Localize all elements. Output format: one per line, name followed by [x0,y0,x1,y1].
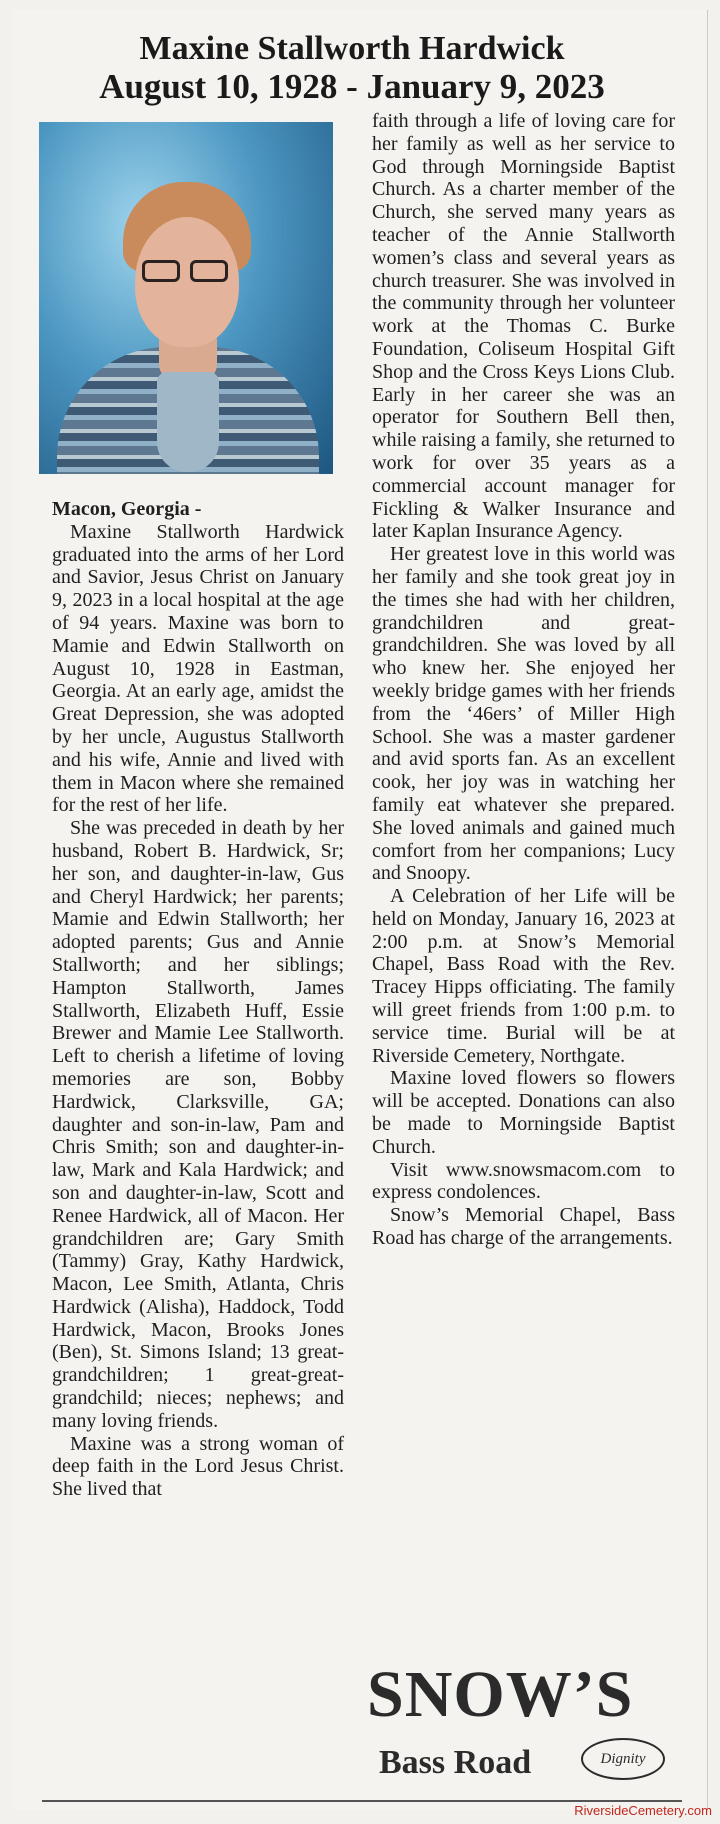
paragraph: Maxine loved flowers so flowers will be accepted. Donations can also be made to Morningside Baptist Church. [372,1067,675,1158]
logo-subtitle: Bass Road [379,1744,532,1781]
right-column [372,110,675,1250]
paragraph: Visit www.snowsmacom.com to express condolences. [372,1158,675,1204]
paragraph: Her greatest love in this world was her family and she took great joy in the times she had with her children, grandchildren and great-grandchildren. She was loved by all who knew her. She enjoyed her weekly bridge games with her friends from the ‘46ers’ of Miller High School. She was a master gardener and avid sports fan. As an excellent cook, her joy was in watching her family eat whatever she prepared. She loved animals and gained much comfort from her companions; Lucy and Snoopy. [372,543,675,885]
funeral-home-logo [367,1658,677,1784]
obituary-page [12,10,708,1810]
paragraph: A Celebration of her Life will be held on Monday, January 16, 2023 at 2:00 p.m. at Snow’s Memorial Chapel, Bass Road with the Rev. Tracey Hipps officiating. The family will greet friends from 1:00 p.m. to service time. Burial will be at Riverside Cemetery, Northgate. [372,885,675,1067]
bottom-rule [42,1800,682,1802]
left-column [52,498,344,1501]
logo-name: SNOW’S [367,1658,634,1731]
dignity-seal: Dignity [581,1738,665,1780]
deceased-name: Maxine Stallworth Hardwick [139,30,565,67]
paragraph: faith through a life of loving care for her family as well as her service to God through Morningside Baptist Church. As a charter member of the Church, she served many years as teacher of the Annie Stallworth women’s class and several years as church treasurer. She was involved in the community through her volunteer work at the Thomas C. Burke Foundation, Coliseum Hospital Gift Shop and the Cross Keys Lions Club. Early in her career she was an operator for Southern Bell then, while raising a family, she returned to work for over 35 years as a commercial account manager for Fickling & Walker Insurance and later Kaplan Insurance Agency. [372,110,675,543]
paragraph: Maxine was a strong woman of deep faith in the Lord Jesus Christ. She lived that [52,1432,344,1501]
paragraph: Snow’s Memorial Chapel, Bass Road has charge of the arrangements. [372,1204,675,1250]
dateline: Macon, Georgia - [52,498,202,520]
portrait-photo [39,122,333,474]
watermark: RiversideCemetery.com [574,1803,712,1818]
life-dates: August 10, 1928 - January 9, 2023 [99,67,605,106]
obituary-heading [12,30,692,106]
paragraph: She was preceded in death by her husband, Robert B. Hardwick, Sr; her son, and daughter-in-law, Gus and Cheryl Hardwick; her parents; Mamie and Edwin Stallworth; her adopted parents; Gus and Annie Stallworth; and her siblings; Hampton Stallworth, James Stallworth, Elizabeth Huff, Essie Brewer and Mamie Lee Stallworth. Left to cherish a lifetime of loving memories are son, Bobby Hardwick, Clarksville, GA; daughter and son-in-law, Pam and Chris Smith; son and daughter-in-law, Mark and Kala Hardwick; and son and daughter-in-law, Scott and Renee Hardwick, all of Macon. Her grandchildren are; Gary Smith (Tammy) Gray, Kathy Hardwick, Macon, Lee Smith, Atlanta, Chris Hardwick (Alisha), Haddock, Todd Hardwick, Macon, Brooks Jones (Ben), St. Simons Island; 13 great-grandchildren; 1 great-great-grandchild; nieces; nephews; and many loving friends. [52,817,344,1432]
paragraph: Maxine Stallworth Hardwick graduated into the arms of her Lord and Savior, Jesus Christ on January 9, 2023 in a local hospital at the age of 94 years. Maxine was born to Mamie and Edwin Stallworth on August 10, 1928 in Eastman, Georgia. At an early age, amidst the Great Depression, she was adopted by her uncle, Augustus Stallworth and his wife, Annie and lived with them in Macon where she remained for the rest of her life. [52,520,344,817]
